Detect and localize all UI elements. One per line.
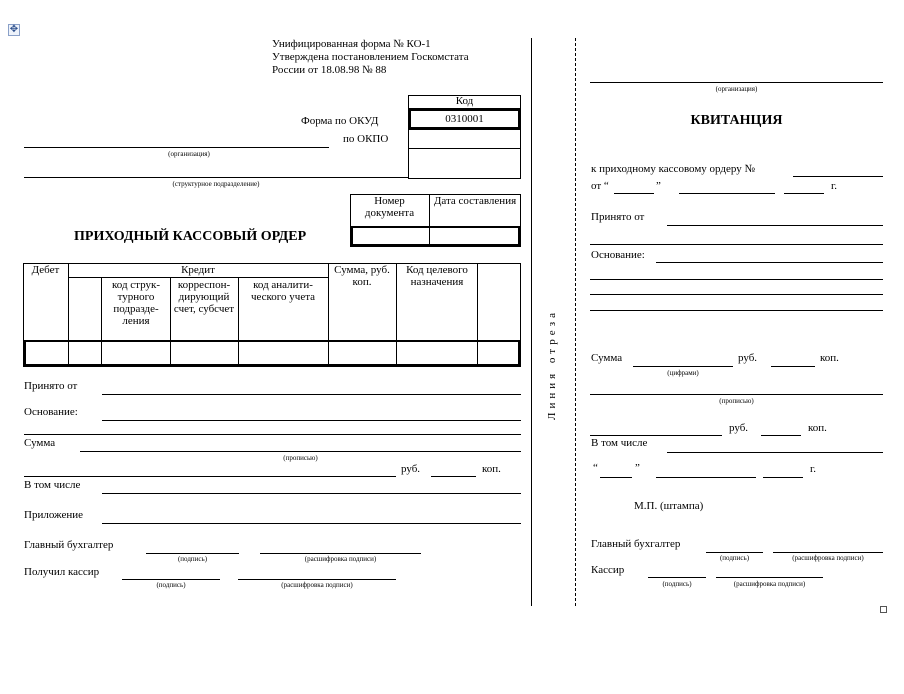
receipt-basis-line-4[interactable] [590,310,883,311]
debit-header: Дебет [31,264,60,276]
receipt-year2-label: г. [810,463,817,475]
date-header: Дата составления [433,195,517,207]
received-cashier-label: Получил кассир [24,566,100,578]
receipt-chief-signature-line[interactable] [706,552,763,553]
subdivision-caption: (структурное подразделение) [172,180,260,188]
table-move-handle-icon[interactable]: ✥ [9,24,19,35]
org-line[interactable] [24,147,329,148]
purpose-header: Код целевого назначения [406,264,468,288]
document-number-field[interactable] [353,228,427,244]
form-header-line1: Унифицированная форма № КО-1 [272,38,431,50]
chief-accountant-decoding-caption: (расшифровка подписи) [304,555,377,563]
order-title: ПРИХОДНЫЙ КАССОВЫЙ ОРДЕР [74,229,307,244]
receipt-quote-close2: ” [635,462,640,474]
receipt-org-line[interactable] [590,82,883,83]
receipt-words-line-2[interactable] [590,435,722,436]
chief-accountant-signature-line[interactable] [146,553,239,554]
receipt-day2-line[interactable] [600,477,632,478]
attachment-label: Приложение [24,509,84,521]
okud-value[interactable]: 0310001 [445,113,484,125]
receipt-basis-label: Основание: [591,249,645,261]
cut-line-label: Линия отреза [546,309,558,420]
subdivision-line[interactable] [24,177,408,178]
receipt-year-line[interactable] [784,193,824,194]
okud-label: Форма по ОКУД [301,115,379,127]
okpo-label: по ОКПО [343,133,389,145]
receipt-year-label: г. [831,180,838,192]
receipt-cashier-decoding-caption: (расшифровка подписи) [733,580,806,588]
receipt-sum-label: Сумма [591,352,623,364]
chief-accountant-label: Главный бухгалтер [24,539,114,551]
cashier-signature-caption: (подпись) [156,581,186,589]
including-line[interactable] [102,493,521,494]
receipt-kop2-label: коп. [808,422,827,434]
receipt-chief-signature-caption: (подпись) [719,554,750,562]
receipt-chief-decoding-line[interactable] [773,552,883,553]
receipt-day-line[interactable] [614,193,654,194]
receipt-basis-line-3[interactable] [590,294,883,295]
receipt-basis-line[interactable] [656,262,883,263]
receipt-cashier-signature-caption: (подпись) [662,580,692,588]
receipt-month-line[interactable] [679,193,775,194]
org-caption: (организация) [168,150,210,158]
receipt-received-from-label: Принято от [591,211,645,223]
credit-account-header: корреспон-дирующий счет, субсчет [173,279,235,315]
sum-label: Сумма [24,437,56,449]
receipt-sum-digits-line[interactable] [633,366,733,367]
amount-header: Сумма, руб. коп. [334,264,390,288]
receipt-year2-line[interactable] [763,477,803,478]
credit-subdivision-header: код струк-турного подразде-ления [111,279,160,327]
basis-label: Основание: [24,406,78,418]
receipt-chief-decoding-caption: (расшифровка подписи) [792,554,864,562]
form-header-line2: Утверждена постановлением Госкомстата [272,51,469,63]
receipt-quote-close: ” [656,180,661,192]
sum-words-line-2[interactable] [24,476,396,477]
receipt-stamp-label: М.П. (штампа) [634,500,704,512]
receipt-words-caption: (прописью) [719,397,754,405]
cut-border-left [531,38,532,606]
receipt-cashier-label: Кассир [591,564,625,576]
form-header-line3: России от 18.08.98 № 88 [272,64,387,76]
attachment-line[interactable] [102,523,521,524]
form-header [272,38,469,77]
receipt-title: КВИТАНЦИЯ [690,113,783,128]
kop-label: коп. [482,463,501,475]
table-values-row [24,340,520,366]
receipt-month2-line[interactable] [656,477,756,478]
cashier-decoding-caption: (расшифровка подписи) [281,581,353,589]
receipt-org-caption: (организация) [715,85,758,93]
table-resize-handle-icon[interactable] [880,606,887,613]
receipt-from-label: от “ [591,180,609,192]
code-header: Код [455,95,474,107]
okpo-value-field[interactable] [409,130,520,148]
kop-line[interactable] [431,476,476,477]
receipt-kop-line[interactable] [771,366,815,367]
basis-line-2[interactable] [24,434,521,435]
receipt-order-number-line[interactable] [793,176,883,177]
received-from-label: Принято от [24,380,78,392]
including-label: В том числе [24,479,81,491]
receipt-basis-line-2[interactable] [590,279,883,280]
basis-line[interactable] [102,420,521,421]
receipt-words-line[interactable] [590,394,883,395]
receipt-kop-label: коп. [820,352,839,364]
receipt-including-label: В том числе [591,437,648,449]
receipt-rub2-label: руб. [729,422,749,434]
receipt-kop2-line[interactable] [761,435,801,436]
credit-analytic-header: код аналити-ческого учета [250,279,316,303]
receipt-cashier-decoding-line[interactable] [716,577,823,578]
receipt-rub-label: руб. [738,352,758,364]
credit-header: Кредит [181,264,215,276]
sum-words-line[interactable] [80,451,521,452]
receipt-received-from-line-2[interactable] [590,244,883,245]
receipt-quote-open2: “ [593,462,598,474]
receipt-received-from-line[interactable] [667,225,883,226]
rub-label: руб. [401,463,421,475]
document-date-field[interactable] [431,228,518,244]
receipt-cashier-signature-line[interactable] [648,577,706,578]
receipt-chief-accountant-label: Главный бухгалтер [591,538,681,550]
received-from-line[interactable] [102,394,521,395]
receipt-digits-caption: (цифрами) [667,369,699,377]
chief-accountant-signature-caption: (подпись) [177,555,208,563]
receipt-to-order-label: к приходному кассовому ордеру № [591,163,755,175]
receipt-including-line[interactable] [667,452,883,453]
cashier-decoding-line[interactable] [238,579,396,580]
chief-accountant-decoding-line[interactable] [260,553,421,554]
number-header: Номер документа [364,195,415,219]
cashier-signature-line[interactable] [122,579,220,580]
cut-border-right [575,38,576,606]
extra-code-field[interactable] [409,149,520,178]
sum-words-caption: (прописью) [283,454,318,462]
